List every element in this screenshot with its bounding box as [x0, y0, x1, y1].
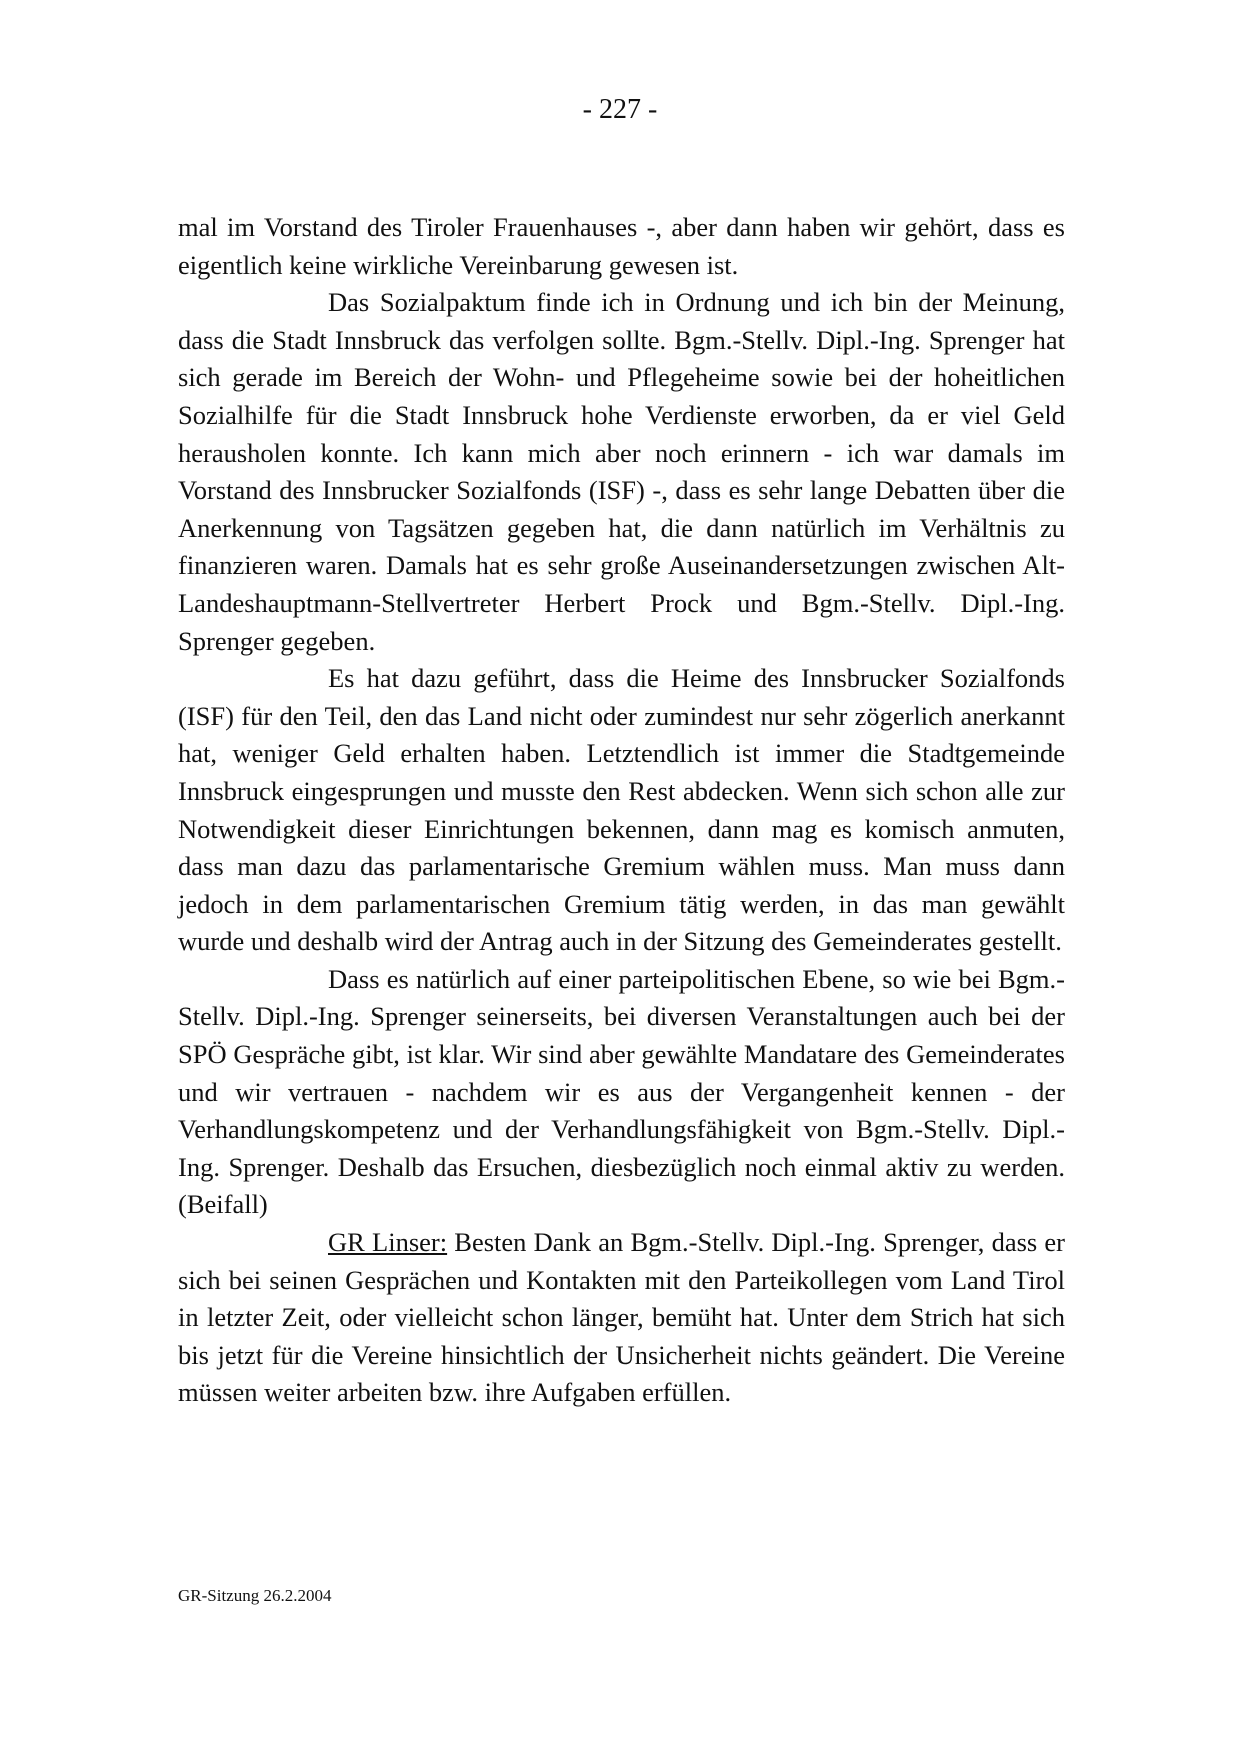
paragraph-5 — [178, 1224, 1065, 1412]
page-number: - 227 - — [582, 94, 658, 125]
document-body — [178, 209, 1065, 1412]
speaker-name: GR Linser: — [328, 1227, 448, 1258]
footer-session-date: GR-Sitzung 26.2.2004 — [178, 1586, 332, 1605]
paragraph-3: Es hat dazu geführt, dass die Heime des Innsbrucker Sozialfonds (ISF) für den Teil, den das Land nicht oder zumindest nur sehr zögerlich anerkannt hat, weniger Geld erhalten haben. Letztendlich ist immer die Stadtgemeinde Innsbruck eingesprungen und musste den Rest abdecken. Wenn sich schon alle zur Notwendigkeit dieser Einrichtungen bekennen, dann mag es komisch anmuten, dass man dazu das parlamentarische Gremium wählen muss. Man muss dann jedoch in dem parlamentarischen Gremium tätig werden, in das man gewählt wurde und deshalb wird der Antrag auch in der Sitzung des Gemeinderates gestellt. — [178, 663, 1065, 957]
paragraph-1: mal im Vorstand des Tiroler Frauenhauses -, aber dann haben wir gehört, dass es eigentlich keine wirkliche Vereinbarung gewesen ist. — [178, 212, 1065, 280]
speaker-statement: Besten Dank an Bgm.-Stellv. Dipl.-Ing. Sprenger, dass er sich bei seinen Gesprächen und Kontakten mit den Parteikollegen vom Land Tirol in letzter Zeit, oder vielleicht schon länger, bemüht hat. Unter dem Strich hat sich bis jetzt für die Vereine hinsichtlich der Unsicherheit nichts geändert. Die Vereine müssen weiter arbeiten bzw. ihre Aufgaben erfüllen. — [178, 1227, 1066, 1408]
paragraph-4: Dass es natürlich auf einer parteipolitischen Ebene, so wie bei Bgm.-Stellv. Dipl.-Ing. Sprenger seinerseits, bei diversen Veranstaltungen auch bei der SPÖ Gespräche gibt, ist klar. Wir sind aber gewählte Mandatare des Gemeinderates und wir vertrauen - nachdem wir es aus der Vergangenheit kennen - der Verhandlungskompetenz und der Verhandlungsfähigkeit von Bgm.-Stellv. Dipl.-Ing. Sprenger. Deshalb das Ersuchen, diesbezüglich noch einmal aktiv zu werden. (Beifall) — [178, 963, 1065, 1220]
paragraph-2: Das Sozialpaktum finde ich in Ordnung und ich bin der Meinung, dass die Stadt Innsbruck das verfolgen sollte. Bgm.-Stellv. Dipl.-Ing. Sprenger hat sich gerade im Bereich der Wohn- und Pflegeheime sowie bei der hoheitlichen Sozialhilfe für die Stadt Innsbruck hohe Verdienste erworben, da er viel Geld herausholen konnte. Ich kann mich aber noch erinnern - ich war damals im Vorstand des Innsbrucker Sozialfonds (ISF) -, dass es sehr lange Debatten über die Anerkennung von Tagsätzen gegeben hat, die dann natürlich im Verhältnis zu finanzieren waren. Damals hat es sehr große Auseinandersetzungen zwischen Alt-Landeshauptmann-Stellvertreter Herbert Prock und Bgm.-Stellv. Dipl.-Ing. Sprenger gegeben. — [178, 287, 1065, 656]
